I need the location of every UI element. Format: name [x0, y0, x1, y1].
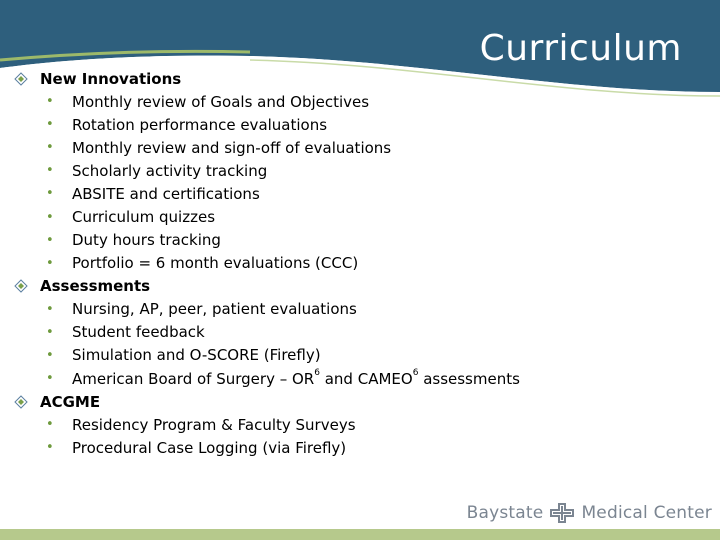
list-item	[14, 205, 654, 228]
superscript: 6	[412, 367, 419, 378]
list-item	[14, 113, 654, 136]
list-item	[14, 436, 654, 459]
bullet-dot-icon: •	[46, 232, 54, 248]
list-item-text: Residency Program & Faculty Surveys	[72, 415, 356, 434]
slide-content	[14, 67, 654, 459]
bullet-dot-icon: •	[46, 255, 54, 271]
bullet-dot-icon: •	[46, 186, 54, 202]
section-acgme	[14, 390, 654, 459]
bullet-dot-icon: •	[46, 324, 54, 340]
diamond-bullet-icon	[14, 395, 28, 409]
list-item	[14, 321, 654, 344]
section-heading	[14, 67, 654, 90]
bullet-dot-icon: •	[46, 440, 54, 456]
logo-text-right: Medical Center	[581, 503, 712, 523]
superscript: 6	[314, 367, 320, 378]
baystate-logo	[467, 501, 712, 525]
list-item	[14, 252, 654, 275]
bullet-dot-icon: •	[46, 209, 54, 225]
bullet-dot-icon: •	[46, 371, 54, 387]
bullet-list	[14, 413, 654, 459]
slide-title: Curriculum	[479, 28, 682, 69]
list-item-text: Scholarly activity tracking	[72, 161, 268, 180]
section-heading-label: Assessments	[40, 277, 151, 296]
list-item-text-part: and CAMEO	[319, 369, 413, 388]
footer-bar	[0, 529, 720, 540]
list-item-text: ABSITE and certifications	[72, 184, 260, 203]
list-item-text-part: American Board of Surgery – OR	[72, 369, 315, 388]
bullet-dot-icon: •	[46, 140, 54, 156]
hospital-logo-icon	[548, 501, 576, 525]
bullet-list	[14, 298, 654, 390]
bullet-dot-icon: •	[46, 347, 54, 363]
section-heading-label: ACGME	[40, 392, 101, 411]
bullet-dot-icon: •	[46, 417, 54, 433]
list-item	[14, 298, 654, 321]
logo-text-left: Baystate	[466, 503, 544, 523]
list-item-text: Procedural Case Logging (via Firefly)	[72, 438, 347, 457]
list-item-text: Portfolio = 6 month evaluations (CCC)	[72, 254, 359, 273]
list-item-text: Monthly review of Goals and Objectives	[72, 92, 370, 111]
list-item-text-part: assessments	[418, 369, 520, 388]
list-item	[14, 136, 654, 159]
bullet-dot-icon: •	[46, 94, 54, 110]
diamond-bullet-icon	[14, 279, 28, 293]
list-item-text: Nursing, AP, peer, patient evaluations	[72, 300, 357, 319]
list-item	[14, 344, 654, 367]
section-heading	[14, 275, 654, 298]
section-assessments	[14, 275, 654, 390]
bullet-list	[14, 90, 654, 275]
bullet-dot-icon: •	[46, 117, 54, 133]
section-heading-label: New Innovations	[40, 69, 182, 88]
bullet-dot-icon: •	[46, 301, 54, 317]
list-item-text: Simulation and O-SCORE (Firefly)	[72, 346, 321, 365]
list-item-text: Curriculum quizzes	[72, 208, 216, 227]
list-item-text: Monthly review and sign-off of evaluations	[72, 138, 392, 157]
diamond-bullet-icon	[14, 72, 28, 86]
list-item	[14, 182, 654, 205]
section-new-innovations	[14, 67, 654, 275]
list-item	[14, 229, 654, 252]
list-item	[14, 413, 654, 436]
list-item	[14, 159, 654, 182]
section-heading	[14, 390, 654, 413]
list-item	[14, 367, 654, 390]
list-item-text: Rotation performance evaluations	[72, 115, 328, 134]
list-item-text: Student feedback	[72, 323, 205, 342]
list-item-text	[72, 367, 520, 388]
list-item-text: Duty hours tracking	[72, 231, 221, 250]
bullet-dot-icon: •	[46, 163, 54, 179]
list-item	[14, 90, 654, 113]
